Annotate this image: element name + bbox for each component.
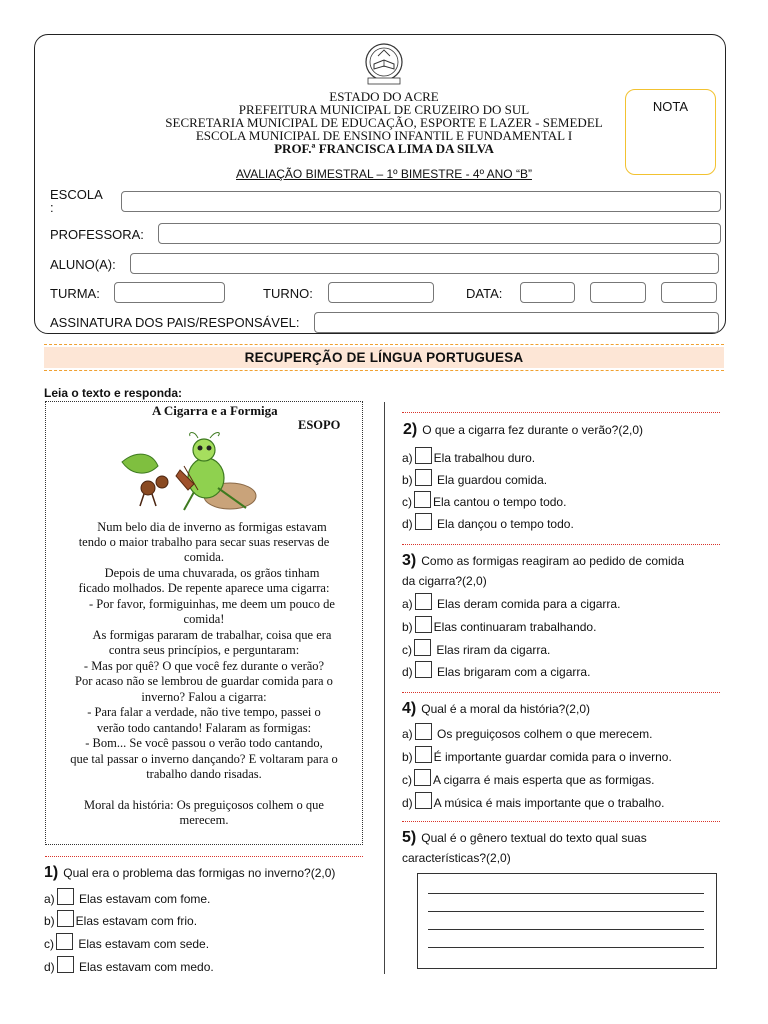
date-day-input[interactable] (520, 282, 575, 303)
option-text: Ela dançou o tempo todo. (437, 517, 574, 531)
story-line: Depois de uma chuvarada, os grãos tinham (104, 566, 320, 580)
story-line: comida! (183, 612, 225, 626)
option-text: Ela cantou o tempo todo. (433, 495, 567, 509)
option-letter: d) (44, 960, 55, 974)
grade-box (625, 89, 716, 175)
option-row (402, 593, 620, 611)
option-checkbox[interactable] (415, 616, 432, 633)
teacher-input[interactable] (158, 223, 721, 244)
option-text: A música é mais importante que o trabalho. (433, 796, 665, 810)
story-line: Num belo dia de inverno as formigas estavam (97, 520, 327, 534)
story-line: As formigas pararam de trabalhar, coisa que era (92, 628, 332, 642)
assessment-title: AVALIAÇÃO BIMESTRAL – 1º BIMESTRE - 4º ANO “B” (236, 167, 532, 181)
option-text: Elas estavam com fome. (79, 892, 211, 906)
story-line: - Mas por quê? O que você fez durante o verão? (83, 659, 325, 673)
date-label: DATA: (466, 286, 503, 301)
option-checkbox[interactable] (414, 639, 431, 656)
option-letter: b) (402, 620, 413, 634)
option-row (44, 933, 209, 951)
option-row (402, 792, 664, 810)
separator-dots (402, 821, 720, 822)
story-line: - Para falar a verdade, não tive tempo, passei o (87, 705, 321, 719)
class-input[interactable] (114, 282, 225, 303)
title-top-dashes (44, 344, 724, 345)
question-number: 1) (44, 864, 59, 881)
story-line: Por acaso não se lembrou de guardar comida para o (75, 674, 333, 688)
grade-label: NOTA (652, 99, 689, 114)
answer-box[interactable] (417, 873, 717, 969)
option-row (402, 723, 652, 741)
option-letter: c) (402, 643, 412, 657)
story-line: trabalho dando risadas. (146, 767, 262, 781)
question-text: Como as formigas reagiram ao pedido de comida (421, 554, 685, 568)
option-text: Ela guardou comida. (437, 473, 548, 487)
header-prefeitura: PREFEITURA MUNICIPAL DE CRUZEIRO DO SUL (238, 102, 530, 117)
question-text: Qual era o problema das formigas no inverno?(2,0) (63, 866, 336, 880)
column-divider (384, 402, 385, 974)
option-letter: b) (402, 750, 413, 764)
option-text: Elas estavam com frio. (75, 914, 198, 928)
option-text: Elas estavam com sede. (78, 937, 210, 951)
option-row (402, 513, 574, 531)
option-letter: c) (402, 773, 412, 787)
story-line: - Bom... Se você passou o verão todo cantando, (85, 736, 323, 750)
question-number: 2) (403, 421, 418, 438)
option-text: Elas deram comida para a cigarra. (437, 597, 621, 611)
option-checkbox[interactable] (57, 910, 74, 927)
teacher-label: PROFESSORA: (50, 227, 144, 242)
option-row (402, 639, 550, 657)
option-row (402, 769, 654, 787)
option-checkbox[interactable] (415, 792, 432, 809)
question-number: 4) (402, 700, 417, 717)
option-letter: a) (402, 451, 413, 465)
option-letter: b) (44, 914, 55, 928)
question-text-continued: características?(2,0) (402, 851, 511, 865)
option-letter: d) (402, 796, 413, 810)
header-teacher-name: PROF.ª FRANCISCA LIMA DA SILVA (274, 141, 494, 156)
story-line: contra seus princípios, e perguntaram: (108, 643, 300, 657)
option-checkbox[interactable] (414, 769, 431, 786)
separator-dots (45, 856, 363, 857)
question-text: O que a cigarra fez durante o verão?(2,0) (422, 423, 644, 437)
option-checkbox[interactable] (415, 661, 432, 678)
question-number: 5) (402, 829, 417, 846)
header-state: ESTADO DO ACRE (329, 89, 439, 104)
school-label-colon: : (50, 200, 54, 215)
story-title: A Cigarra e a Formiga (152, 403, 278, 418)
option-letter: d) (402, 665, 413, 679)
story-line: comida. (184, 550, 224, 564)
option-text: Elas brigaram com a cigarra. (437, 665, 591, 679)
question-text: Qual é a moral da história?(2,0) (421, 702, 590, 716)
story-line: verão todo cantando! Falaram as formigas: (96, 721, 312, 735)
separator-dots (402, 412, 720, 413)
story-line: tendo o maior trabalho para secar suas reservas de (78, 535, 330, 549)
option-row (44, 910, 197, 928)
question-2 (403, 421, 643, 439)
option-text: É importante guardar comida para o inverno. (433, 750, 672, 764)
signature-input[interactable] (314, 312, 719, 333)
school-label: ESCOLA (50, 187, 103, 202)
shift-label: TURNO: (263, 286, 313, 301)
class-label: TURMA: (50, 286, 100, 301)
title-bottom-dashes (44, 370, 724, 371)
story-line: que tal passar o inverno dançando? E voltaram para o (70, 752, 338, 766)
shift-input[interactable] (328, 282, 434, 303)
question-1 (44, 864, 335, 882)
option-letter: c) (402, 495, 412, 509)
student-input[interactable] (130, 253, 719, 274)
option-checkbox[interactable] (415, 723, 432, 740)
story-moral-end: merecem. (179, 813, 229, 827)
instruction-text: Leia o texto e responda: (44, 386, 183, 400)
option-checkbox[interactable] (57, 888, 74, 905)
signature-label: ASSINATURA DOS PAIS/RESPONSÁVEL: (50, 315, 300, 330)
separator-dots (402, 544, 720, 545)
option-checkbox[interactable] (415, 746, 432, 763)
section-title: RECUPERÇÃO DE LÍNGUA PORTUGUESA (44, 347, 724, 368)
story-line: ficado molhados. De repente aparece uma cigarra: (78, 581, 330, 595)
option-letter: b) (402, 473, 413, 487)
school-input[interactable] (121, 191, 721, 212)
option-checkbox[interactable] (414, 491, 431, 508)
header-secretaria: SECRETARIA MUNICIPAL DE EDUCAÇÃO, ESPORTE E LAZER - SEMEDEL (165, 115, 603, 130)
student-label: ALUNO(A): (50, 257, 116, 272)
separator-dots (402, 692, 720, 693)
question-number: 3) (402, 552, 417, 569)
option-row (402, 469, 547, 487)
option-text: Elas riram da cigarra. (436, 643, 551, 657)
option-letter: c) (44, 937, 54, 951)
option-text: Elas estavam com medo. (79, 960, 214, 974)
date-year-input[interactable] (661, 282, 717, 303)
story-line: inverno? Falou a cigarra: (141, 690, 267, 704)
option-letter: a) (402, 597, 413, 611)
answer-line (428, 893, 704, 894)
question-text: Qual é o gênero textual do texto qual suas (421, 831, 647, 845)
answer-line (428, 929, 704, 930)
option-row (402, 447, 535, 465)
option-row (402, 491, 566, 509)
option-row (402, 616, 596, 634)
answer-line (428, 947, 704, 948)
question-text-continued: da cigarra?(2,0) (402, 574, 487, 588)
option-checkbox[interactable] (415, 469, 432, 486)
school-seal-icon (360, 42, 408, 86)
option-row (402, 661, 590, 679)
option-checkbox[interactable] (415, 513, 432, 530)
option-row (44, 956, 214, 974)
story-moral: Moral da história: Os preguiçosos colhem o que (84, 798, 324, 812)
option-checkbox[interactable] (56, 933, 73, 950)
option-checkbox[interactable] (57, 956, 74, 973)
option-checkbox[interactable] (415, 447, 432, 464)
question-5 (402, 829, 647, 847)
option-text: Elas continuaram trabalhando. (433, 620, 597, 634)
option-checkbox[interactable] (415, 593, 432, 610)
cicada-ant-illustration-icon (118, 432, 260, 514)
option-text: Os preguiçosos colhem o que merecem. (437, 727, 653, 741)
question-4 (402, 700, 590, 718)
date-month-input[interactable] (590, 282, 646, 303)
option-row (402, 746, 672, 764)
option-letter: d) (402, 517, 413, 531)
option-letter: a) (402, 727, 413, 741)
option-row (44, 888, 210, 906)
option-text: A cigarra é mais esperta que as formigas. (433, 773, 655, 787)
header-escola: ESCOLA MUNICIPAL DE ENSINO INFANTIL E FUNDAMENTAL I (195, 128, 573, 143)
option-letter: a) (44, 892, 55, 906)
option-text: Ela trabalhou duro. (433, 451, 536, 465)
story-author: ESOPO (298, 418, 341, 432)
story-line: - Por favor, formiguinhas, me deem um pouco de (89, 597, 335, 611)
answer-line (428, 911, 704, 912)
question-3 (402, 552, 684, 570)
